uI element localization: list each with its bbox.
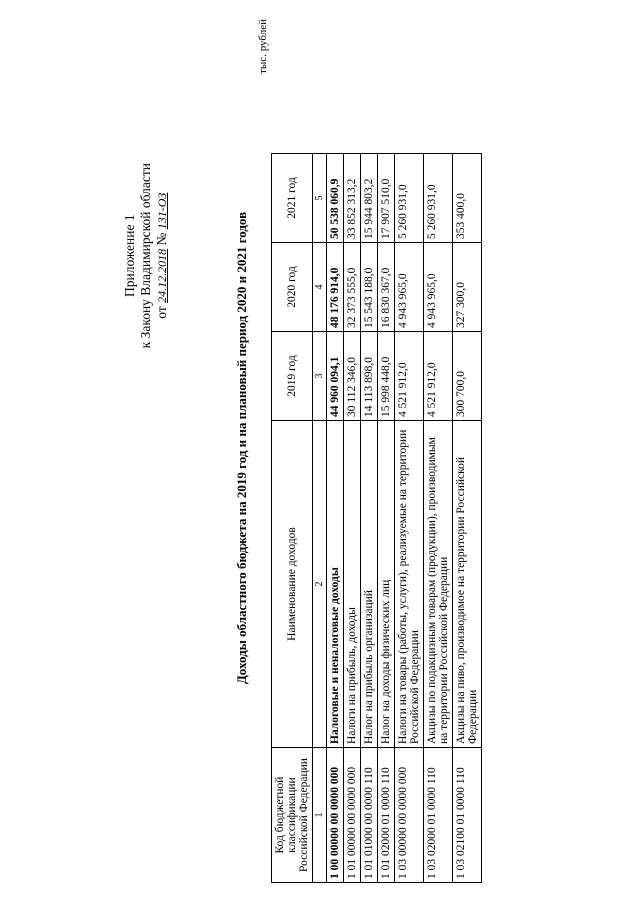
- row-name: Налоговые и неналоговые доходы: [327, 421, 344, 748]
- appendix-line3: от 24.12.2018 № 131-ОЗ: [154, 192, 169, 319]
- header-2020: 2020 год: [272, 243, 313, 332]
- table-row: [395, 154, 424, 883]
- header-name: Наименование доходов: [272, 421, 313, 748]
- row-value-2021: 50 538 060,9: [327, 154, 344, 243]
- row-value-2020: 16 830 367,0: [378, 243, 395, 332]
- header-2019: 2019 год: [272, 332, 313, 421]
- column-number: 4: [313, 243, 327, 332]
- column-number: 2: [313, 421, 327, 748]
- table-row: [361, 154, 378, 883]
- row-value-2020: 4 943 965,0: [395, 243, 424, 332]
- table-row: [327, 154, 344, 883]
- row-value-2021: 5 260 931,0: [424, 154, 453, 243]
- table-header-row: [272, 154, 313, 883]
- column-number-row: [313, 154, 327, 883]
- table-row: [424, 154, 453, 883]
- row-value-2019: 300 700,0: [453, 332, 482, 421]
- row-value-2021: 15 944 803,2: [361, 154, 378, 243]
- header-2021: 2021 год: [272, 154, 313, 243]
- row-code: 1 03 02000 01 0000 110: [424, 748, 453, 883]
- appendix-line2: к Закону Владимирской области: [138, 163, 153, 349]
- row-value-2021: 17 907 510,0: [378, 154, 395, 243]
- document-title: Доходы областного бюджета на 2019 год и на плановый период 2020 и 2021 годов: [234, 211, 249, 685]
- row-value-2019: 14 113 898,0: [361, 332, 378, 421]
- row-name: Акцизы на пиво, производимое на территории Российской Федерации: [453, 421, 482, 748]
- row-code: 1 01 01000 00 0000 110: [361, 748, 378, 883]
- appendix-number: 131-ОЗ: [155, 192, 169, 230]
- row-value-2021: 353 400,0: [453, 154, 482, 243]
- row-value-2021: 33 852 313,2: [344, 154, 361, 243]
- row-value-2019: 4 521 912,0: [395, 332, 424, 421]
- appendix-line1: Приложение 1: [122, 214, 137, 297]
- row-name: Налоги на прибыль, доходы: [344, 421, 361, 748]
- row-code: 1 00 00000 00 0000 000: [327, 748, 344, 883]
- row-code: 1 01 00000 00 0000 000: [344, 748, 361, 883]
- row-value-2019: 44 960 094,1: [327, 332, 344, 421]
- appendix-date: 24.12.2018: [155, 248, 169, 303]
- row-code: 1 03 00000 00 0000 000: [395, 748, 424, 883]
- table-row: [344, 154, 361, 883]
- row-value-2020: 327 300,0: [453, 243, 482, 332]
- row-value-2019: 30 112 346,0: [344, 332, 361, 421]
- row-value-2021: 5 260 931,0: [395, 154, 424, 243]
- row-value-2020: 15 543 188,0: [361, 243, 378, 332]
- column-number: 1: [313, 748, 327, 883]
- row-value-2019: 15 998 448,0: [378, 332, 395, 421]
- header-code: Код бюджетной классификации Российской Федерации: [272, 748, 313, 883]
- rotated-sheet: [22, 13, 592, 883]
- row-value-2020: 32 373 555,0: [344, 243, 361, 332]
- row-value-2019: 4 521 912,0: [424, 332, 453, 421]
- row-value-2020: 48 176 914,0: [327, 243, 344, 332]
- column-number: 5: [313, 154, 327, 243]
- column-number: 3: [313, 332, 327, 421]
- table-row: [453, 154, 482, 883]
- units-label: тыс. рублей: [257, 19, 269, 74]
- row-name: Налог на доходы физических лиц: [378, 421, 395, 748]
- row-code: 1 01 02000 01 0000 110: [378, 748, 395, 883]
- appendix-block: [122, 163, 170, 348]
- row-code: 1 03 02100 01 0000 110: [453, 748, 482, 883]
- row-name: Налоги на товары (работы, услуги), реализуемые на территории Российской Федерации: [395, 421, 424, 748]
- row-name: Налог на прибыль организаций: [361, 421, 378, 748]
- table-row: [378, 154, 395, 883]
- row-name: Акцизы по подакцизным товарам (продукции), производимым на территории Российской Федерации: [424, 421, 453, 748]
- row-value-2020: 4 943 965,0: [424, 243, 453, 332]
- revenue-table: [271, 153, 482, 883]
